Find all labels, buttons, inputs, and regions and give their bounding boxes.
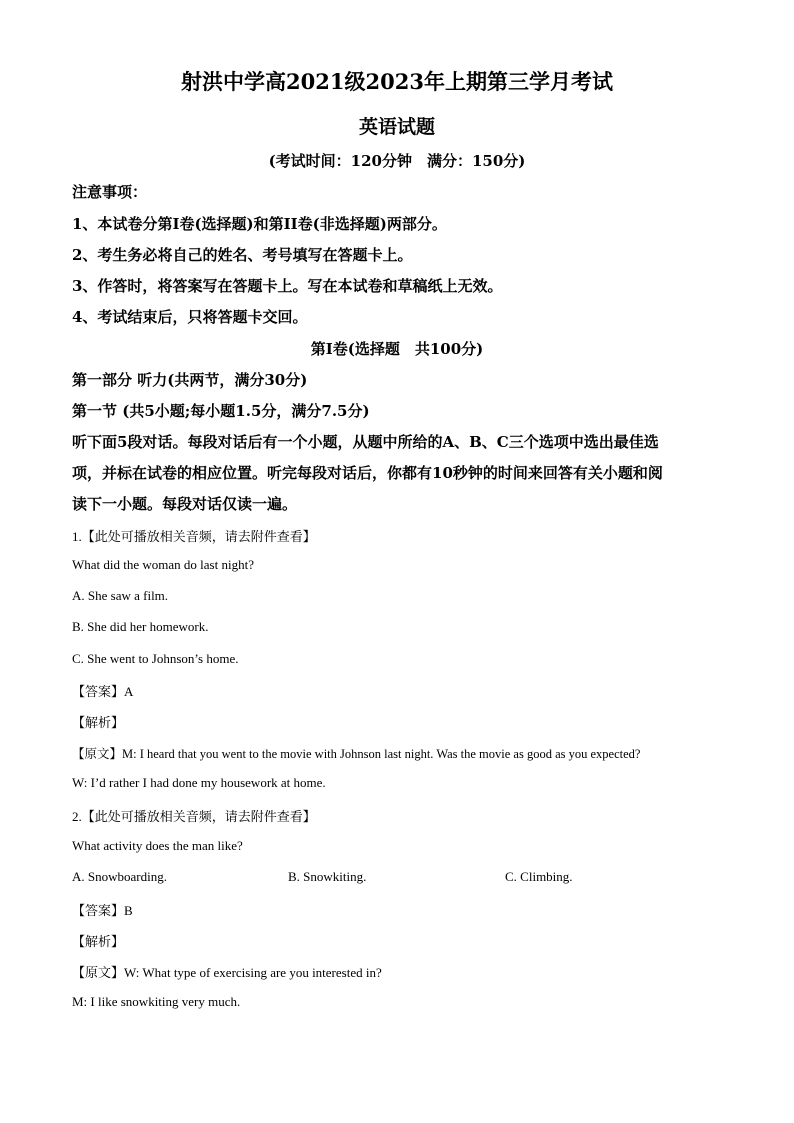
part-title: 第一部分 听力(共两节，满分30分) [72,371,308,389]
transcript-line: 【原文】W: What type of exercising are you interested in? [72,965,382,980]
instruction-line: 读下一小题。每段对话仅读一遍。 [72,495,298,513]
note-item: 4、考试结束后，只将答题卡交回。 [72,308,308,326]
school-exam-title: 射洪中学高2021级2023年上期第三学月考试 [181,69,613,94]
question-prompt: What activity does the man like? [72,838,243,853]
volume-title: 第I卷(选择题 共100分) [310,340,484,358]
option-b: B. Snowkiting. [288,869,367,884]
transcript-line: W: I’d rather I had done my housework at home. [72,775,326,790]
note-item: 3、作答时，将答案写在答题卡上。写在本试卷和草稿纸上无效。 [72,277,503,295]
analysis-label: 【解析】 [72,715,125,730]
answer-label: 【答案】A [72,684,134,699]
option-a: A. Snowboarding. [72,869,167,884]
instruction-line: 项，并标在试卷的相应位置。听完每段对话后，你都有10秒钟的时间来回答有关小题和阅 [72,464,663,482]
subsection-title: 第一节 (共5小题;每小题1.5分，满分7.5分) [72,402,370,420]
notes-heading: 注意事项： [72,183,148,201]
instruction-line: 听下面5段对话。每段对话后有一个小题，从题中所给的A、B、C三个选项中选出最佳选 [72,433,659,451]
note-item: 1、本试卷分第I卷(选择题)和第II卷(非选择题)两部分。 [72,215,447,233]
question-number: 1.【此处可播放相关音频，请去附件查看】 [72,529,316,544]
transcript-line: M: I like snowkiting very much. [72,994,241,1009]
option-c: C. Climbing. [505,869,573,884]
option-c: C. She went to Johnson’s home. [72,651,239,666]
note-item: 2、考生务必将自己的姓名、考号填写在答题卡上。 [72,246,413,264]
option-a: A. She saw a film. [72,588,169,603]
option-b: B. She did her homework. [72,619,209,634]
analysis-label: 【解析】 [72,934,125,949]
subject-title: 英语试题 [358,116,435,138]
transcript-line: 【原文】M: I heard that you went to the movie with Johnson last night. Was the movie as good as you expected? [72,747,641,761]
question-number: 2.【此处可播放相关音频，请去附件查看】 [72,809,316,824]
answer-label: 【答案】B [72,903,133,918]
question-prompt: What did the woman do last night? [72,557,254,572]
exam-info: (考试时间：120分钟 满分：150分) [268,152,526,170]
